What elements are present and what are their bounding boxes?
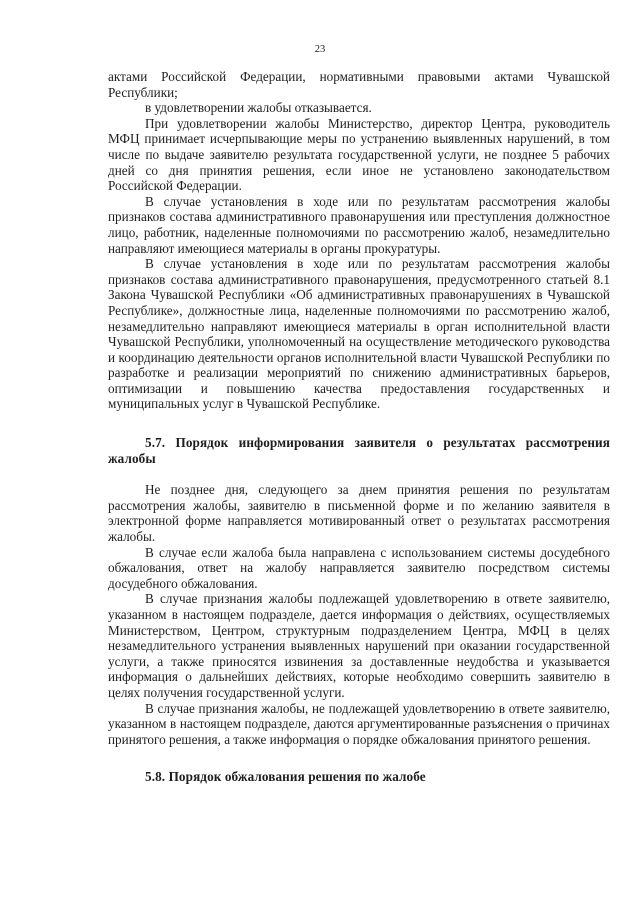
paragraph: В случае если жалоба была направлена с использованием системы досудебного обжалования, ответ на жалобу направляется заявителю посредством системы досудебного обжалования. xyxy=(108,544,610,591)
paragraph: в удовлетворении жалобы отказывается. xyxy=(145,100,372,116)
paragraph: В случае признания жалобы подлежащей удовлетворению в ответе заявителю, указанном в настоящем подразделе, дается информация о действиях, осуществляемых Министерством, Центром, структурным подразделением Центра, МФЦ в целях незамедлительного устранения выявленных нарушений при оказании государственной услуги, а также приносятся извинения за доставленные неудобства и указывается информация о дальнейших действиях, которые необходимо совершить заявителю в целях получения государственной услуги. xyxy=(108,591,610,700)
paragraph: В случае признания жалобы, не подлежащей удовлетворению в ответе заявителю, указанном в настоящем подразделе, даются аргументированные разъяснения о причинах принятого решения, а также информация о порядке обжалования принятого решения. xyxy=(108,700,610,747)
paragraph: актами Российской Федерации, нормативными правовыми актами Чувашской Республики; xyxy=(108,69,610,100)
paragraph: Не позднее дня, следующего за днем принятия решения по результатам рассмотрения жалобы, заявителю в письменной форме и по желанию заявителя в электронной форме направляется мотивированный ответ о результатах рассмотрения жалобы. xyxy=(108,482,610,545)
paragraph: В случае установления в ходе или по результатам рассмотрения жалобы признаков состава административного правонарушения, предусмотренного статьей 8.1 Закона Чувашской Республики «Об административных правонарушениях в Чувашской Республике», должностные лица, наделенные полномочиями по рассмотрению жалоб, незамедлительно направляют имеющиеся материалы в орган исполнительной власти Чувашской Республики, уполномоченный на осуществление методического руководства и координацию деятельности органов исполнительной власти Чувашской Республики по разработке и реализации мероприятий по снижению административных барьеров, оптимизации и повышению качества предоставления государственных и муниципальных услуг в Чувашской Республике. xyxy=(108,256,610,412)
section-heading-5-7: 5.7. Порядок информирования заявителя о результатах рассмотрения жалобы xyxy=(108,435,610,466)
document-body xyxy=(108,69,610,801)
page-number: 23 xyxy=(314,44,326,55)
section-heading-5-8: 5.8. Порядок обжалования решения по жалобе xyxy=(145,769,426,785)
paragraph: В случае установления в ходе или по результатам рассмотрения жалобы признаков состава административного правонарушения или преступления должностное лицо, работник, наделенные полномочиями по рассмотрению жалоб, незамедлительно направляют имеющиеся материалы в органы прокуратуры. xyxy=(108,193,610,256)
paragraph: При удовлетворении жалобы Министерство, директор Центра, руководитель МФЦ принимает исчерпывающие меры по устранению выявленных нарушений, в том числе по выдаче заявителю результата государственной услуги, не позднее 5 рабочих дней со дня принятия решения, если иное не установлено законодательством Российской Федерации. xyxy=(108,115,610,194)
